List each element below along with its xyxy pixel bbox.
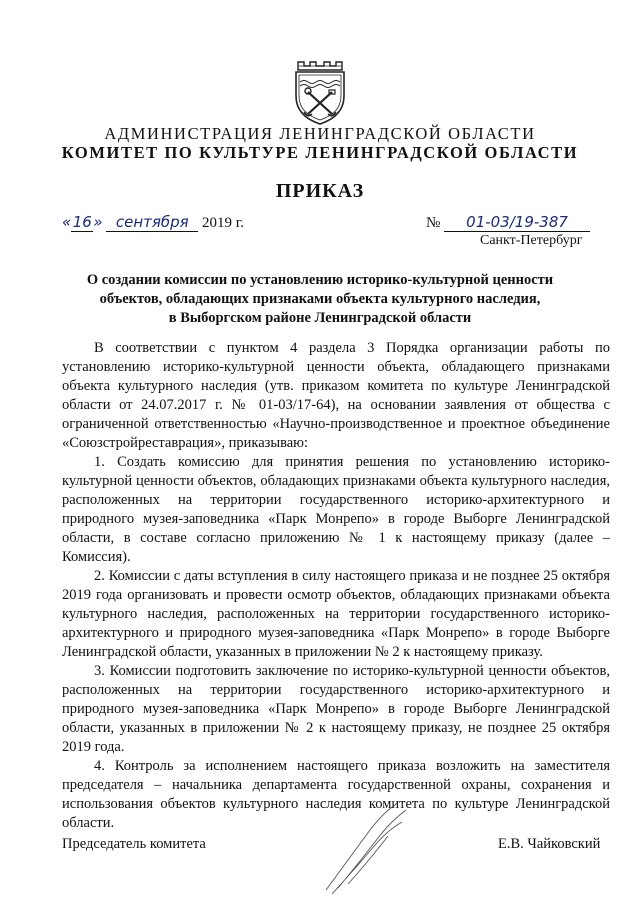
order-subject	[60, 271, 580, 328]
date-close-quote: »	[93, 213, 103, 231]
body-paragraph-item-2: 2. Комиссии с даты вступления в силу настоящего приказа и не позднее 25 октября 2019 года организовать и провести осмотр объектов, обладающих признаками объекта культурного наследия, расположенных на территории государственного историко-архитектурного и природного музея-заповедника «Парк Монрепо» в городе Выборге Ленинградской области, указанных в приложении № 2 к настоящему приказу.	[62, 568, 610, 660]
number-prefix: №	[426, 215, 441, 231]
body-paragraph-preamble: В соответствии с пунктом 4 раздела 3 Порядка организации работы по установлению историко-культурной ценности объекта, обладающего признаками объекта культурного наследия (утв. приказом комитета по культуре Ленинградской области от 24.07.2017 г. № 01-03/17-64), на основании заявления от общества с ограниченной ответственностью «Научно-производственное и проектное объединение «Союзстройреставрация», приказываю:	[62, 340, 610, 451]
date-year: 2019 г.	[202, 215, 244, 231]
body-paragraph-item-1: 1. Создать комиссию для принятия решения по установлению историко-культурной ценности объектов, обладающих признаками объекта культурного наследия, расположенных на территории государственного историко-архитектурного и природного музея-заповедника «Парк Монрепо» в городе Выборге Ленинградской области, в составе согласно приложению № 1 к настоящему приказу (далее – Комиссия).	[62, 454, 610, 565]
subject-line: в Выборгском районе Ленинградской области	[168, 310, 472, 326]
coat-of-arms-icon	[292, 60, 348, 126]
handwritten-signature-icon	[318, 800, 418, 896]
subject-line: объектов, обладающих признаками объекта культурного наследия,	[99, 291, 541, 307]
order-date	[62, 213, 244, 232]
organization-name: АДМИНИСТРАЦИЯ ЛЕНИНГРАДСКОЙ ОБЛАСТИ	[104, 124, 536, 143]
subject-line: О создании комиссии по установлению историко-культурной ценности	[86, 272, 554, 288]
order-body	[62, 339, 610, 833]
city: Санкт-Петербург	[480, 233, 583, 248]
signatory-position: Председатель комитета	[62, 836, 206, 852]
body-paragraph-item-3: 3. Комиссии подготовить заключение по историко-культурной ценности объектов, расположенных на территории государственного историко-архитектурного и природного музея-заповедника «Парк Монрепо» в городе Выборге Ленинградской области, указанных в приложении № 2 к настоящему приказу, не позднее 25 октября 2019 года.	[62, 663, 610, 755]
body-paragraph-item-4: 4. Контроль за исполнением настоящего приказа возложить на заместителя председателя – начальника департамента государственной охраны, сохранения и использования объектов культурного наследия комитета по культуре Ленинградской области.	[62, 758, 610, 831]
committee-name: КОМИТЕТ ПО КУЛЬТУРЕ ЛЕНИНГРАДСКОЙ ОБЛАСТИ	[61, 143, 579, 162]
date-day: 16	[72, 213, 92, 231]
date-open-quote: «	[62, 213, 72, 231]
date-month: сентября	[106, 213, 198, 232]
signatory-name: Е.В. Чайковский	[498, 836, 601, 852]
document-type-title: ПРИКАЗ	[275, 180, 365, 202]
order-number	[426, 213, 590, 232]
number-value: 01-03/19-387	[444, 213, 590, 232]
